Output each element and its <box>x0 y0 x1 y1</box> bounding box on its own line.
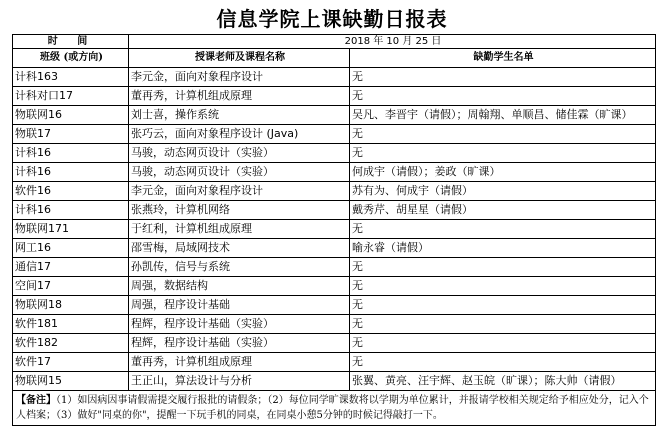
table-header <box>13 49 656 68</box>
teacher-course-cell: 于红利，计算机组成原理 <box>129 220 350 239</box>
class-cell: 计科对口17 <box>13 87 129 106</box>
time-label: 时 间 <box>13 35 129 49</box>
absent-cell: 无 <box>350 277 656 296</box>
teacher-course-cell: 刘士喜，操作系统 <box>129 106 350 125</box>
absent-cell: 无 <box>350 68 656 87</box>
absent-cell: 何成宇（请假）；姜政（旷课） <box>350 163 656 182</box>
teacher-course-cell: 李元金，面向对象程序设计 <box>129 68 350 87</box>
class-cell: 软件17 <box>13 353 129 372</box>
teacher-course-cell: 程辉，程序设计基础（实验） <box>129 315 350 334</box>
note-text: （1）如因病因事请假需提交履行报批的请假条；（2）每位同学旷课数将以学期为单位累计，并报请学校相关规定给予相应处分，记入个人档案；（3）做好"同桌的你"，提醒一下玩手机的同桌，在同桌小憩5分钟的时候记得敲打一下。 <box>16 395 649 421</box>
absent-cell: 戴秀芹、胡星星（请假） <box>350 201 656 220</box>
teacher-course-cell: 张巧云，面向对象程序设计 (Java) <box>129 125 350 144</box>
class-cell: 物联网171 <box>13 220 129 239</box>
report-date: 2018 年 10 月 25 日 <box>129 35 656 49</box>
table-row <box>13 87 656 106</box>
class-cell: 计科16 <box>13 144 129 163</box>
teacher-course-cell: 周强，程序设计基础 <box>129 296 350 315</box>
teacher-course-cell: 周强，数据结构 <box>129 277 350 296</box>
note-cell <box>13 391 656 426</box>
class-cell: 空间17 <box>13 277 129 296</box>
class-cell: 计科16 <box>13 163 129 182</box>
absent-cell: 无 <box>350 144 656 163</box>
class-cell: 软件16 <box>13 182 129 201</box>
table-row <box>13 163 656 182</box>
table-row <box>13 201 656 220</box>
class-cell: 软件181 <box>13 315 129 334</box>
absent-cell: 无 <box>350 353 656 372</box>
header-class: 班级 (或方向) <box>13 49 129 68</box>
table-row <box>13 182 656 201</box>
absent-cell: 无 <box>350 334 656 353</box>
table-row <box>13 239 656 258</box>
absent-cell: 无 <box>350 296 656 315</box>
class-cell: 物联网16 <box>13 106 129 125</box>
absent-cell: 无 <box>350 258 656 277</box>
teacher-course-cell: 邵雪梅，局域网技术 <box>129 239 350 258</box>
table-row <box>13 353 656 372</box>
table-row <box>13 296 656 315</box>
note-row <box>13 391 656 426</box>
teacher-course-cell: 马骏，动态网页设计（实验） <box>129 144 350 163</box>
table-row <box>13 106 656 125</box>
class-cell: 物联网15 <box>13 372 129 391</box>
header-absent: 缺勤学生名单 <box>350 49 656 68</box>
header-teacher-course: 授课老师及课程名称 <box>129 49 350 68</box>
table-row <box>13 277 656 296</box>
teacher-course-cell: 马骏，动态网页设计（实验） <box>129 163 350 182</box>
table-row <box>13 315 656 334</box>
date-row <box>13 35 656 49</box>
class-cell: 网工16 <box>13 239 129 258</box>
absent-cell: 吴凡、李晋宇（请假）；周翰翔、单顺昌、储佳霖（旷课） <box>350 106 656 125</box>
absent-cell: 无 <box>350 315 656 334</box>
table-row <box>13 68 656 87</box>
class-cell: 计科16 <box>13 201 129 220</box>
class-cell: 计科163 <box>13 68 129 87</box>
class-cell: 软件182 <box>13 334 129 353</box>
table-row <box>13 372 656 391</box>
class-cell: 通信17 <box>13 258 129 277</box>
absent-cell: 无 <box>350 87 656 106</box>
absent-cell: 无 <box>350 125 656 144</box>
table-row <box>13 125 656 144</box>
teacher-course-cell: 董再秀，计算机组成原理 <box>129 353 350 372</box>
table-row <box>13 220 656 239</box>
absent-cell: 喻永睿（请假） <box>350 239 656 258</box>
absent-cell: 张翼、黄亮、汪宇辉、赵玉皖（旷课）；陈大帅（请假） <box>350 372 656 391</box>
absent-cell: 苏有为、何成宇（请假） <box>350 182 656 201</box>
teacher-course-cell: 张燕玲，计算机网络 <box>129 201 350 220</box>
absent-cell: 无 <box>350 220 656 239</box>
teacher-course-cell: 孙凯传，信号与系统 <box>129 258 350 277</box>
class-cell: 物联17 <box>13 125 129 144</box>
teacher-course-cell: 程辉，程序设计基础（实验） <box>129 334 350 353</box>
report-title: 信息学院上课缺勤日报表 <box>216 7 448 31</box>
note-label: 【备注】 <box>16 395 56 406</box>
table-row <box>13 144 656 163</box>
teacher-course-cell: 李元金，面向对象程序设计 <box>129 182 350 201</box>
class-cell: 物联网18 <box>13 296 129 315</box>
teacher-course-cell: 王正山，算法设计与分析 <box>129 372 350 391</box>
attendance-table <box>12 34 656 426</box>
table-row <box>13 258 656 277</box>
teacher-course-cell: 董再秀，计算机组成原理 <box>129 87 350 106</box>
table-row <box>13 334 656 353</box>
